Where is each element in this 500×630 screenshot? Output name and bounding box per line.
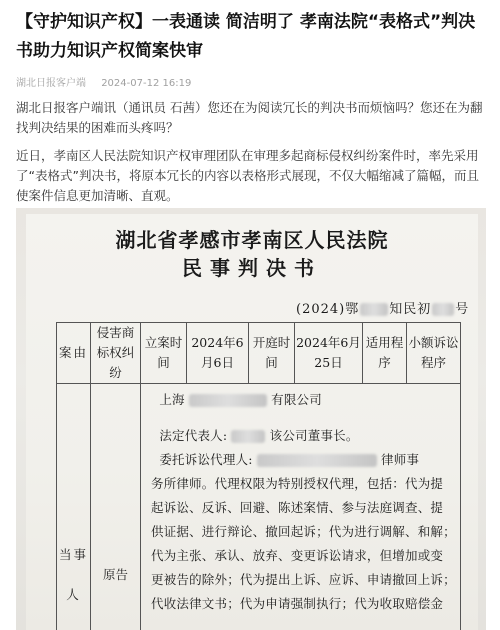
legal-rep-label: 法定代表人:	[159, 428, 228, 443]
source-label[interactable]: 湖北日报客户端	[16, 78, 86, 89]
redacted-block	[432, 303, 454, 316]
agent-line	[151, 448, 454, 472]
table-party-row	[57, 384, 461, 630]
agent-scope-line: 代为主张、承认、放弃、变更诉讼请求，但增加或变	[151, 548, 444, 563]
agent-suffix: 律师事	[381, 452, 420, 467]
header-hearing-time-label: 开庭时间	[249, 323, 295, 384]
legal-rep-line	[151, 424, 454, 448]
header-filing-date: 2024年6月6日	[187, 323, 249, 384]
article-meta	[16, 74, 203, 89]
document-type: 民事判决书	[182, 256, 322, 280]
agent-scope-line: 起诉讼、反诉、回避、陈述案情、参与法庭调查、提	[151, 500, 444, 515]
header-case-type: 侵害商标权纠纷	[91, 323, 141, 384]
agent-label: 委托诉讼代理人:	[159, 452, 253, 467]
company-prefix: 上海	[159, 392, 185, 407]
judgment-photo	[16, 208, 486, 630]
table-header-row	[57, 323, 461, 384]
judgment-table	[56, 322, 461, 630]
redacted-block	[360, 303, 388, 316]
case-number-prefix: (2024)鄂	[296, 302, 360, 317]
header-filing-time-label: 立案时间	[141, 323, 187, 384]
case-number-mid: 知民初	[389, 302, 432, 317]
redacted-block	[257, 454, 377, 467]
party-details	[141, 384, 461, 630]
company-line	[151, 388, 454, 412]
header-hearing-date: 2024年6月25日	[295, 323, 363, 384]
redacted-block	[231, 430, 265, 443]
publish-date: 2024-07-12 16:19	[101, 78, 192, 89]
company-suffix: 有限公司	[271, 392, 322, 407]
agent-scope-line: 更被告的除外；代为提出上诉、应诉、申请撤回上诉；	[151, 572, 456, 587]
court-name: 湖北省孝感市孝南区人民法院	[115, 228, 389, 252]
role-label: 原告	[91, 384, 141, 630]
agent-scope-line: 供证据、进行辩论、撤回起诉；代为进行调解、和解；	[151, 524, 456, 539]
header-case-cause: 案由	[57, 323, 91, 384]
agent-scope-line: 务所律师。代理权限为特别授权代理，包括：代为提	[151, 476, 444, 491]
redacted-block	[189, 394, 267, 407]
article-title: 【守护知识产权】一表通读 简洁明了 孝南法院“表格式”判决书助力知识产权简案快审	[16, 12, 476, 61]
paragraph-body: 近日，孝南区人民法院知识产权审理团队在审理多起商标侵权纠纷案件时，率先采用了“表格式”判决书，将原本冗长的内容以表格形式展现，不仅大幅缩减了篇幅，而且使案件信息更加清晰、直观。	[16, 148, 479, 203]
paragraph-intro: 湖北日报客户端讯（通讯员 石茜）您还在为阅读冗长的判决书而烦恼吗？您还在为翻找判决结果的困难而头疼吗？	[16, 100, 483, 135]
party-label: 当事人	[57, 384, 91, 630]
case-number-suffix: 号	[455, 302, 470, 317]
agent-scope-line: 代收法律文书；代为申请强制执行；代为收取赔偿金	[151, 596, 444, 611]
case-number	[296, 298, 469, 317]
header-procedure-value: 小额诉讼程序	[407, 323, 461, 384]
legal-rep-suffix: 该公司董事长。	[269, 428, 359, 443]
judgment-paper	[26, 214, 478, 630]
header-procedure-label: 适用程序	[363, 323, 407, 384]
